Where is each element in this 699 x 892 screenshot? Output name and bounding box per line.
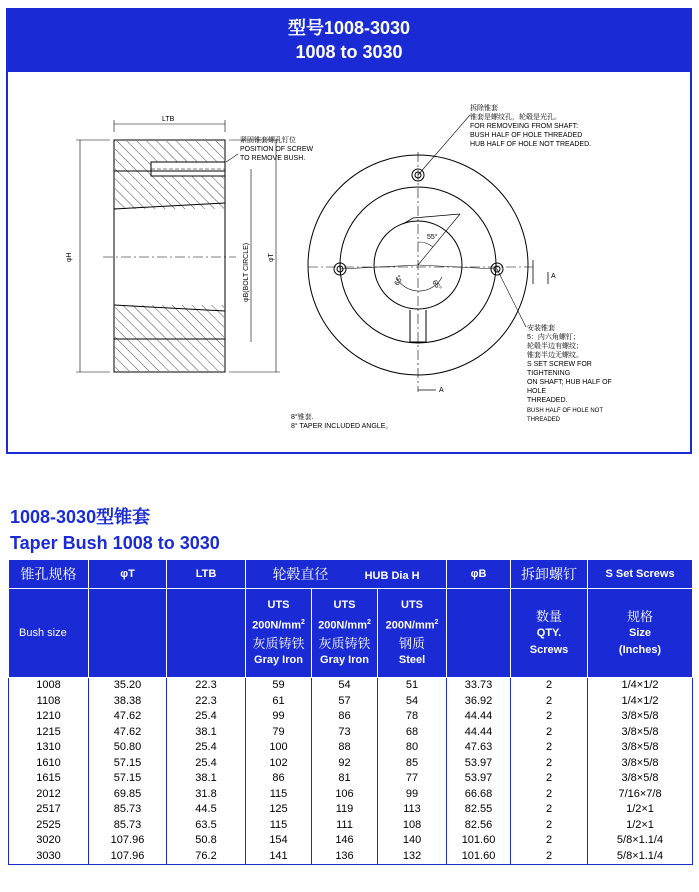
strength-2-sup: 2 xyxy=(367,619,371,627)
table-row xyxy=(9,740,693,756)
model-title-en: 1008 to 3030 xyxy=(295,42,403,62)
table-cell: 85.73 xyxy=(89,818,167,834)
table-cell: 140 xyxy=(378,833,447,849)
table-cell: 125 xyxy=(246,802,312,818)
table-cell: 50.8 xyxy=(167,833,246,849)
strength-3-val: 200N/mm xyxy=(385,619,435,632)
steel-cn: 钢质 xyxy=(399,635,426,651)
install-note-11: THREADED xyxy=(527,417,561,423)
spec-table xyxy=(8,559,693,865)
table-cell: 99 xyxy=(378,787,447,803)
remove-note-5: HUB HALF OF HOLE NOT TREADED. xyxy=(470,141,592,148)
table-cell: 101.60 xyxy=(447,849,511,865)
phi-b-label: φB(BOLT CIRCLE) xyxy=(243,242,250,302)
screw-note-2: POSITION OF SCREW xyxy=(240,146,314,153)
strength-1 xyxy=(246,614,311,635)
angle-top-label: 55° xyxy=(427,234,438,241)
sub-gray-iron-1 xyxy=(246,589,312,678)
install-note-5: S SET SCREW FOR xyxy=(527,361,592,368)
table-cell: 106 xyxy=(312,787,378,803)
table-cell: 57.15 xyxy=(89,771,167,787)
strength-2-val: 200N/mm xyxy=(318,619,367,632)
table-cell: 22.3 xyxy=(167,678,246,694)
table-cell: 154 xyxy=(246,833,312,849)
drawing-panel xyxy=(6,8,692,454)
install-note-6: TIGHTENING xyxy=(527,370,571,377)
strength-3-sup: 2 xyxy=(434,619,439,627)
table-body xyxy=(9,678,693,865)
install-note-2: 5：内六角螺钉； xyxy=(527,334,580,341)
install-note-3: 轮毂半边有螺纹； xyxy=(527,343,583,350)
sub-gray-iron-2 xyxy=(312,589,378,678)
table-cell: 38.38 xyxy=(89,694,167,710)
table-cell: 76.2 xyxy=(167,849,246,865)
section-title-cn: 1008-3030型锥套 xyxy=(10,507,151,527)
gray-en-1: Gray Iron xyxy=(254,653,303,666)
table-cell: 31.8 xyxy=(167,787,246,803)
table-cell: 47.63 xyxy=(447,740,511,756)
angle-right-label: 65° xyxy=(430,279,443,292)
table-cell: 86 xyxy=(312,709,378,725)
strength-1-sup: 2 xyxy=(301,619,305,627)
table-cell: 47.62 xyxy=(89,709,167,725)
table-cell: 132 xyxy=(378,849,447,865)
table-cell: 53.97 xyxy=(447,771,511,787)
steel-en: Steel xyxy=(398,653,426,666)
install-note-9: THREADED. xyxy=(527,397,568,404)
taper-note-2: 8° TAPER INCLUDED ANGLE。 xyxy=(291,423,393,430)
table-row xyxy=(9,709,693,725)
model-title-cn: 型号1008-3030 xyxy=(287,18,411,38)
table-cell: 115 xyxy=(246,787,312,803)
table-cell: 2012 xyxy=(9,787,89,803)
table-cell: 51 xyxy=(378,678,447,694)
table-cell: 22.3 xyxy=(167,694,246,710)
uts-2: UTS xyxy=(333,599,356,612)
table-cell: 3/8×5/8 xyxy=(588,756,693,772)
install-note-8: HOLE xyxy=(527,388,547,395)
header-hub-cn: 轮毂直径 xyxy=(272,566,329,582)
table-cell: 77 xyxy=(378,771,447,787)
ltb-label: LTB xyxy=(162,116,175,123)
header-screw-cn: 拆卸螺钉 xyxy=(511,560,588,589)
table-cell: 2 xyxy=(511,771,588,787)
table-cell: 38.1 xyxy=(167,725,246,741)
table-cell: 86 xyxy=(246,771,312,787)
table-cell: 3020 xyxy=(9,833,89,849)
install-note-1: 安装锥套 xyxy=(527,325,555,332)
table-cell: 85.73 xyxy=(89,802,167,818)
table-cell: 92 xyxy=(312,756,378,772)
table-cell: 101.60 xyxy=(447,833,511,849)
strength-3 xyxy=(378,614,446,635)
table-cell: 1/2×1 xyxy=(588,802,693,818)
screw-note-3: TO REMOVE BUSH. xyxy=(240,155,306,162)
table-cell: 3/8×5/8 xyxy=(588,709,693,725)
sub-steel xyxy=(378,589,447,678)
phi-t-label: φT xyxy=(268,253,275,262)
remove-note-1: 拆除锥套 xyxy=(470,105,498,112)
table-cell: 88 xyxy=(312,740,378,756)
taper-note-1: 8°锥套. xyxy=(291,414,314,421)
table-cell: 3030 xyxy=(9,849,89,865)
table-row xyxy=(9,678,693,694)
phi-h-label: φH xyxy=(66,252,73,262)
section-title-en: Taper Bush 1008 to 3030 xyxy=(10,533,220,553)
table-cell: 68 xyxy=(378,725,447,741)
table-cell: 57.15 xyxy=(89,756,167,772)
table-cell: 7/16×7/8 xyxy=(588,787,693,803)
table-cell: 1210 xyxy=(9,709,89,725)
table-cell: 73 xyxy=(312,725,378,741)
table-cell: 79 xyxy=(246,725,312,741)
angle-left-label: 65° xyxy=(393,274,406,287)
table-cell: 2 xyxy=(511,709,588,725)
table-cell: 2525 xyxy=(9,818,89,834)
table-cell: 1/2×1 xyxy=(588,818,693,834)
table-row xyxy=(9,818,693,834)
table-cell: 2517 xyxy=(9,802,89,818)
install-note-10: BUSH HALF OF HOLE NOT xyxy=(527,408,604,414)
table-cell: 2 xyxy=(511,678,588,694)
table-cell: 119 xyxy=(312,802,378,818)
remove-note-4: BUSH HALF OF HOLE THREADED xyxy=(470,132,583,139)
sub-qty xyxy=(511,589,588,678)
table-cell: 82.56 xyxy=(447,818,511,834)
table-cell: 1615 xyxy=(9,771,89,787)
technical-drawing xyxy=(8,72,690,452)
table-cell: 2 xyxy=(511,833,588,849)
table-row xyxy=(9,725,693,741)
table-cell: 5/8×1.1/4 xyxy=(588,849,693,865)
table-cell: 25.4 xyxy=(167,709,246,725)
table-cell: 66.68 xyxy=(447,787,511,803)
table-cell: 3/8×5/8 xyxy=(588,725,693,741)
table-cell: 111 xyxy=(312,818,378,834)
install-note-4: 锥套半边无螺纹。 xyxy=(527,352,583,359)
table-cell: 38.1 xyxy=(167,771,246,787)
table-cell: 54 xyxy=(378,694,447,710)
table-cell: 107.96 xyxy=(89,833,167,849)
table-cell: 107.96 xyxy=(89,849,167,865)
qty-en: QTY. xyxy=(536,626,562,639)
screws-en: Screws xyxy=(529,643,569,656)
table-cell: 136 xyxy=(312,849,378,865)
table-cell: 61 xyxy=(246,694,312,710)
subheader-row xyxy=(9,589,693,678)
uts-3: UTS xyxy=(401,599,423,612)
table-cell: 3/8×5/8 xyxy=(588,740,693,756)
sub-empty-b xyxy=(447,589,511,678)
strength-1-val: 200N/mm xyxy=(252,619,301,632)
table-row xyxy=(9,771,693,787)
table-cell: 2 xyxy=(511,756,588,772)
front-view xyxy=(308,115,548,392)
table-cell: 44.5 xyxy=(167,802,246,818)
table-cell: 102 xyxy=(246,756,312,772)
table-cell: 80 xyxy=(378,740,447,756)
header-hub xyxy=(246,560,447,589)
table-cell: 1/4×1/2 xyxy=(588,694,693,710)
table-cell: 78 xyxy=(378,709,447,725)
table-cell: 99 xyxy=(246,709,312,725)
table-cell: 1008 xyxy=(9,678,89,694)
table-cell: 1310 xyxy=(9,740,89,756)
table-cell: 63.5 xyxy=(167,818,246,834)
table-cell: 33.73 xyxy=(447,678,511,694)
table-cell: 108 xyxy=(378,818,447,834)
header-ltb: LTB xyxy=(167,560,246,589)
sub-empty-ltb xyxy=(167,589,246,678)
table-cell: 2 xyxy=(511,818,588,834)
table-cell: 115 xyxy=(246,818,312,834)
table-row xyxy=(9,756,693,772)
table-cell: 2 xyxy=(511,694,588,710)
table-cell: 2 xyxy=(511,725,588,741)
table-cell: 47.62 xyxy=(89,725,167,741)
panel-header xyxy=(8,10,690,72)
table-cell: 35.20 xyxy=(89,678,167,694)
table-cell: 69.85 xyxy=(89,787,167,803)
section-title xyxy=(10,506,220,554)
header-hub-en: HUB Dia H xyxy=(364,570,420,582)
table-cell: 2 xyxy=(511,802,588,818)
size-en: Size xyxy=(629,626,652,639)
table-cell: 1610 xyxy=(9,756,89,772)
table-cell: 85 xyxy=(378,756,447,772)
table-cell: 1/4×1/2 xyxy=(588,678,693,694)
header-row xyxy=(9,560,693,589)
table-cell: 54 xyxy=(312,678,378,694)
table-cell: 1215 xyxy=(9,725,89,741)
table-cell: 3/8×5/8 xyxy=(588,771,693,787)
qty-cn: 数量 xyxy=(536,608,563,624)
uts-1: UTS xyxy=(267,599,290,612)
table-cell: 50.80 xyxy=(89,740,167,756)
table-cell: 57 xyxy=(312,694,378,710)
gray-en-2: Gray Iron xyxy=(320,653,369,666)
section-a-right: A xyxy=(551,273,556,280)
inches-en: (Inches) xyxy=(618,643,662,656)
table-cell: 82.55 xyxy=(447,802,511,818)
table-cell: 2 xyxy=(511,849,588,865)
table-cell: 25.4 xyxy=(167,740,246,756)
remove-note-3: FOR REMOVEING FROM SHAFT: xyxy=(470,123,579,130)
table-row xyxy=(9,849,693,865)
screw-note-1: 紧固锥套螺孔钉位 xyxy=(240,137,296,144)
table-cell: 141 xyxy=(246,849,312,865)
table-cell: 146 xyxy=(312,833,378,849)
table-row xyxy=(9,802,693,818)
table-row xyxy=(9,833,693,849)
install-note-7: ON SHAFT; HUB HALF OF xyxy=(527,379,612,386)
sub-size xyxy=(588,589,693,678)
table-cell: 36.92 xyxy=(447,694,511,710)
gray-cn-1: 灰质铸铁 xyxy=(252,635,305,651)
strength-2 xyxy=(312,614,377,635)
table-row xyxy=(9,787,693,803)
table-cell: 1108 xyxy=(9,694,89,710)
table-cell: 5/8×1.1/4 xyxy=(588,833,693,849)
table-cell: 2 xyxy=(511,787,588,803)
table-cell: 25.4 xyxy=(167,756,246,772)
section-a-bottom: A xyxy=(439,387,444,394)
table-cell: 59 xyxy=(246,678,312,694)
table-cell: 44.44 xyxy=(447,725,511,741)
header-phi-b: φB xyxy=(447,560,511,589)
remove-note-2: 锥套是螺纹孔，轮毂是光孔。 xyxy=(470,114,561,121)
table-cell: 81 xyxy=(312,771,378,787)
gray-cn-2: 灰质铸铁 xyxy=(318,635,371,651)
table-row xyxy=(9,694,693,710)
header-screw-en: S Set Screws xyxy=(588,560,693,589)
table-cell: 100 xyxy=(246,740,312,756)
table-cell: 53.97 xyxy=(447,756,511,772)
size-cn: 规格 xyxy=(627,608,654,624)
header-phi-t: φT xyxy=(89,560,167,589)
table-cell: 113 xyxy=(378,802,447,818)
bush-size-label: Bush size xyxy=(9,589,89,678)
table-cell: 2 xyxy=(511,740,588,756)
header-bore: 锥孔规格 xyxy=(9,560,89,589)
table-cell: 44.44 xyxy=(447,709,511,725)
sub-empty-t xyxy=(89,589,167,678)
